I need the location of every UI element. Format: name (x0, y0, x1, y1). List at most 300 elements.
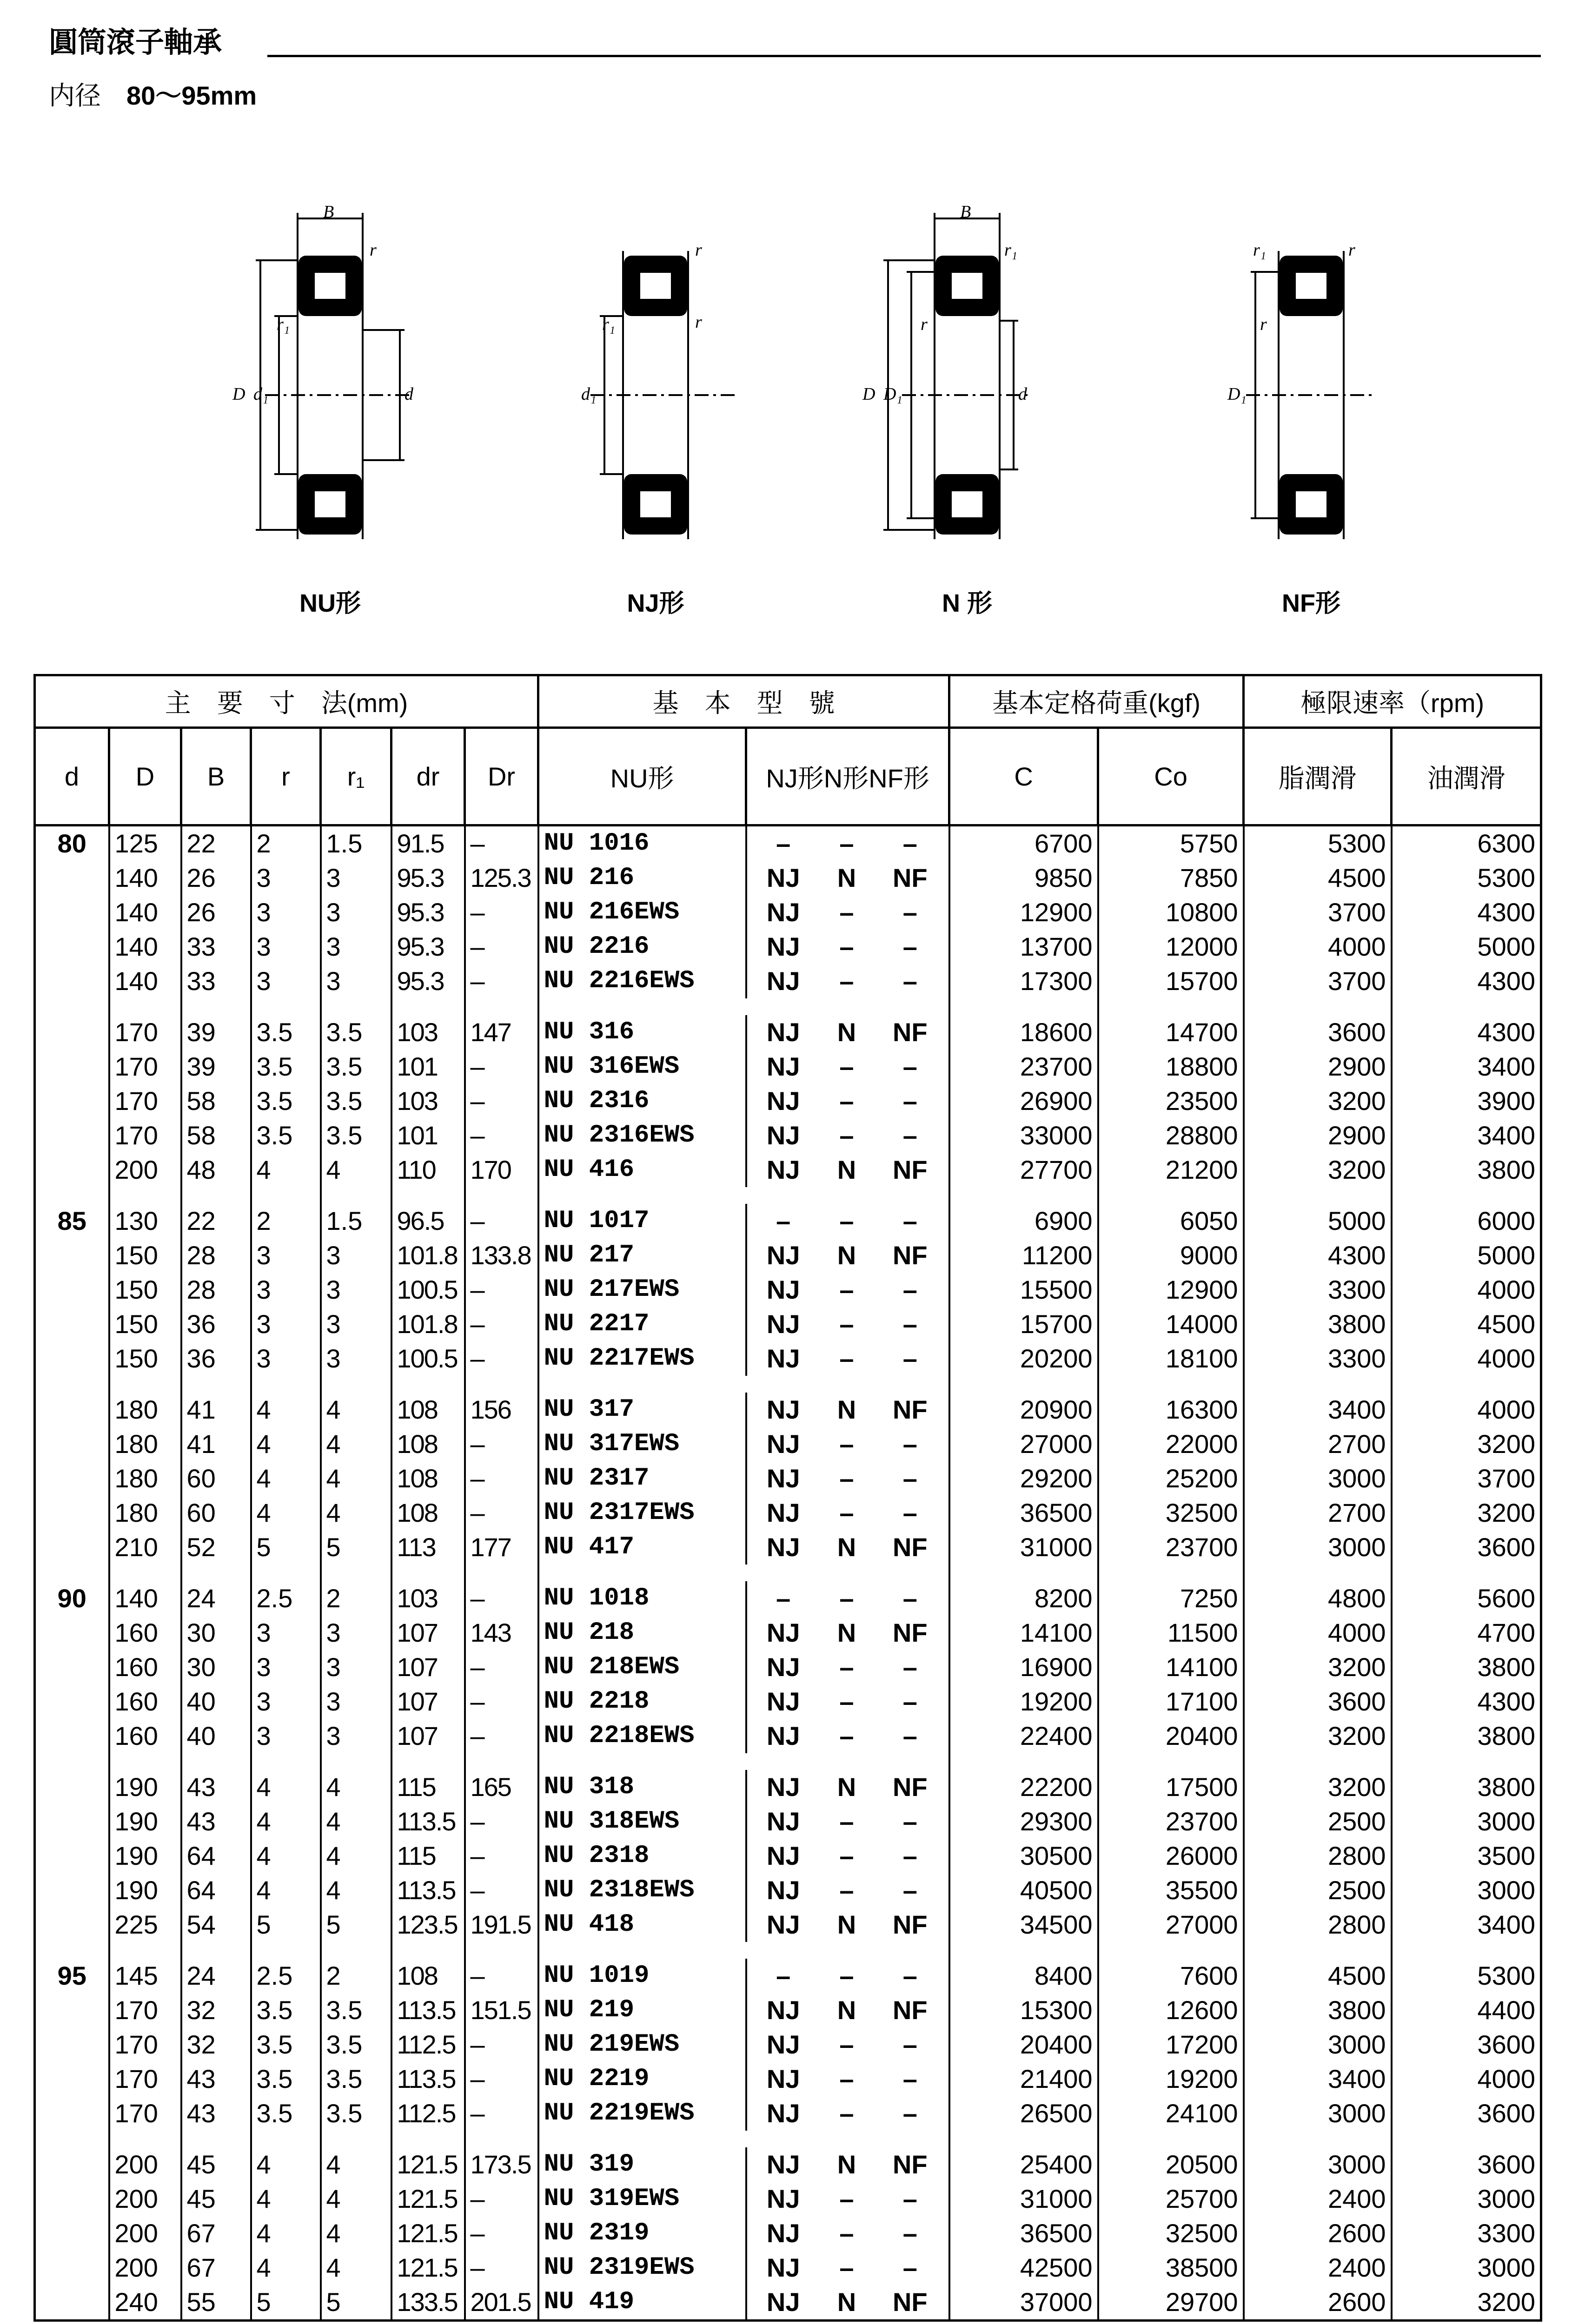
cell-nj-n-nf (746, 2027, 949, 2062)
cell-nj-type: NJ (766, 2150, 800, 2179)
cell-nj-type: NJ (766, 863, 800, 892)
cell-width-b: 60 (181, 1496, 251, 1530)
table-row (35, 1204, 1541, 1238)
cell-width-b: 33 (181, 964, 251, 998)
cell-r: 4 (251, 1461, 321, 1496)
cell-dr: 115 (391, 1839, 465, 1873)
table-row (35, 1530, 1541, 1565)
cell-grease-speed: 2900 (1244, 1118, 1392, 1153)
cell-dr-outer: 156 (465, 1393, 538, 1427)
cell-r: 4 (251, 1496, 321, 1530)
cell-co: 9000 (1098, 1238, 1244, 1273)
cell-r1: 3.5 (321, 1084, 391, 1118)
cell-grease-speed: 3300 (1244, 1341, 1392, 1376)
cell-nj-n-nf (746, 2251, 949, 2285)
label-r: r (695, 240, 702, 260)
table-row (35, 1770, 1541, 1804)
cell-d (35, 964, 109, 998)
cell-c: 31000 (949, 2182, 1098, 2216)
cell-dr: 101.8 (391, 1238, 465, 1273)
cell-r: 4 (251, 1839, 321, 1873)
cell-nj-type: NJ (766, 1687, 800, 1716)
cell-nf-type: – (902, 1807, 917, 1836)
cell-outer-d: 225 (109, 1908, 181, 1942)
cell-r: 4 (251, 2182, 321, 2216)
cell-outer-d: 200 (109, 2216, 181, 2251)
cell-r: 5 (251, 1908, 321, 1942)
cell-c: 14100 (949, 1616, 1098, 1650)
cell-dr-outer: 143 (465, 1616, 538, 1650)
cell-d (35, 930, 109, 964)
cell-outer-d: 190 (109, 1804, 181, 1839)
cell-nf-type: – (902, 1721, 917, 1750)
table-row (35, 1719, 1541, 1753)
cell-dr-outer: 191.5 (465, 1908, 538, 1942)
diagram-nj (479, 195, 832, 632)
cell-r1: 2 (321, 1581, 391, 1616)
cell-r1: 3 (321, 1684, 391, 1719)
cell-nj-n-nf (746, 1015, 949, 1050)
cell-width-b: 40 (181, 1719, 251, 1753)
cell-oil-speed: 4400 (1392, 1993, 1541, 2027)
cell-oil-speed: 3600 (1392, 1530, 1541, 1565)
cell-r: 3 (251, 861, 321, 895)
cell-c: 22200 (949, 1770, 1098, 1804)
table-row (35, 1118, 1541, 1153)
cell-nj-type: NJ (766, 1498, 800, 1527)
cell-c: 20900 (949, 1393, 1098, 1427)
cell-dr-outer: 133.8 (465, 1238, 538, 1273)
cell-nj-n-nf (746, 1204, 949, 1238)
cell-outer-d: 150 (109, 1341, 181, 1376)
cell-outer-d: 170 (109, 1118, 181, 1153)
cell-r1: 2 (321, 1959, 391, 1993)
cell-c: 29200 (949, 1461, 1098, 1496)
cell-r: 3.5 (251, 2062, 321, 2096)
cell-r1: 4 (321, 2182, 391, 2216)
cell-co: 35500 (1098, 1873, 1244, 1908)
cell-r: 4 (251, 2147, 321, 2182)
cell-width-b: 43 (181, 1770, 251, 1804)
cell-nj-n-nf (746, 2062, 949, 2096)
cell-nj-n-nf (746, 2096, 949, 2131)
table-row (35, 1273, 1541, 1307)
group-spacer (35, 1376, 1541, 1393)
cell-oil-speed: 3800 (1392, 1719, 1541, 1753)
cell-oil-speed: 3300 (1392, 2216, 1541, 2251)
cell-nj-type: – (776, 1206, 791, 1235)
cell-r: 3 (251, 1307, 321, 1341)
cell-n-type: – (839, 1841, 854, 1870)
cell-nj-type: NJ (766, 1721, 800, 1750)
cell-nj-type: NJ (766, 1086, 800, 1116)
cell-nf-type: – (902, 932, 917, 961)
cell-grease-speed: 5300 (1244, 825, 1392, 861)
cell-co: 18800 (1098, 1050, 1244, 1084)
cell-c: 22400 (949, 1719, 1098, 1753)
cell-outer-d: 200 (109, 2147, 181, 2182)
cell-grease-speed: 4500 (1244, 861, 1392, 895)
cell-nf-type: NF (892, 1910, 928, 1939)
table-row (35, 1153, 1541, 1187)
cell-dr-outer: – (465, 1118, 538, 1153)
cell-width-b: 33 (181, 930, 251, 964)
cell-r: 4 (251, 1873, 321, 1908)
cell-nj-n-nf (746, 1873, 949, 1908)
cell-grease-speed: 3400 (1244, 2062, 1392, 2096)
cell-nu-type: NU 1018 (538, 1581, 746, 1616)
cell-nf-type: NF (892, 1618, 928, 1647)
cell-dr: 113.5 (391, 1804, 465, 1839)
cell-oil-speed: 5000 (1392, 930, 1541, 964)
cell-r1: 4 (321, 1496, 391, 1530)
cell-c: 30500 (949, 1839, 1098, 1873)
cell-oil-speed: 4500 (1392, 1307, 1541, 1341)
cell-nj-n-nf (746, 1908, 949, 1942)
cell-oil-speed: 3800 (1392, 1650, 1541, 1684)
table-row (35, 2096, 1541, 2131)
cell-nj-type: NJ (766, 1772, 800, 1802)
cell-co: 32500 (1098, 1496, 1244, 1530)
cell-d (35, 1461, 109, 1496)
cell-dr-outer: – (465, 2216, 538, 2251)
label-d1: d₁ (581, 384, 597, 404)
group-load-rating: 基本定格荷重(kgf) (949, 675, 1244, 728)
col-r: r (251, 728, 321, 825)
cell-oil-speed: 6000 (1392, 1204, 1541, 1238)
cell-dr: 113.5 (391, 1873, 465, 1908)
cell-co: 23700 (1098, 1530, 1244, 1565)
cell-width-b: 26 (181, 895, 251, 930)
cell-nj-n-nf (746, 1427, 949, 1461)
cell-oil-speed: 5000 (1392, 1238, 1541, 1273)
cell-grease-speed: 3600 (1244, 1684, 1392, 1719)
cell-outer-d: 150 (109, 1238, 181, 1273)
cell-c: 15700 (949, 1307, 1098, 1341)
cell-nf-type: – (902, 1206, 917, 1235)
cell-r: 4 (251, 1770, 321, 1804)
cell-outer-d: 180 (109, 1496, 181, 1530)
cell-nf-type: NF (892, 1155, 928, 1184)
cell-r: 3.5 (251, 1050, 321, 1084)
cell-grease-speed: 2700 (1244, 1496, 1392, 1530)
cell-dr-outer: – (465, 895, 538, 930)
cell-n-type: N (837, 863, 856, 892)
cell-d (35, 1908, 109, 1942)
caption-nj: NJ形 (627, 589, 684, 617)
cell-nj-type: NJ (766, 1241, 800, 1270)
cell-co: 19200 (1098, 2062, 1244, 2096)
cell-n-type: – (839, 1687, 854, 1716)
cell-r: 3 (251, 1616, 321, 1650)
cell-dr-outer: – (465, 1719, 538, 1753)
cell-width-b: 43 (181, 2096, 251, 2131)
cell-r1: 4 (321, 1770, 391, 1804)
cell-nj-n-nf (746, 1650, 949, 1684)
cell-nu-type: NU 2318 (538, 1839, 746, 1873)
cell-nu-type: NU 2217 (538, 1307, 746, 1341)
cell-r1: 3.5 (321, 1118, 391, 1153)
cell-c: 20400 (949, 2027, 1098, 2062)
cell-outer-d: 140 (109, 895, 181, 930)
cell-grease-speed: 3200 (1244, 1650, 1392, 1684)
cell-c: 15300 (949, 1993, 1098, 2027)
cell-n-type: – (839, 1721, 854, 1750)
cell-outer-d: 210 (109, 1530, 181, 1565)
cell-grease-speed: 3200 (1244, 1084, 1392, 1118)
n-section-drawing (790, 195, 1144, 595)
cell-width-b: 41 (181, 1427, 251, 1461)
cell-dr: 100.5 (391, 1273, 465, 1307)
cell-d (35, 2147, 109, 2182)
cell-r: 3.5 (251, 1015, 321, 1050)
cell-n-type: – (839, 898, 854, 927)
cell-c: 13700 (949, 930, 1098, 964)
label-d1: d₁ (253, 384, 269, 404)
cell-r: 3 (251, 1341, 321, 1376)
cell-co: 20500 (1098, 2147, 1244, 2182)
cell-dr: 123.5 (391, 1908, 465, 1942)
cell-nj-n-nf (746, 1581, 949, 1616)
cell-oil-speed: 4000 (1392, 2062, 1541, 2096)
table-header (35, 675, 1541, 825)
cell-d: 85 (35, 1204, 109, 1238)
cell-dr: 103 (391, 1581, 465, 1616)
col-width-b: B (181, 728, 251, 825)
cell-n-type: N (837, 1241, 856, 1270)
cell-grease-speed: 2800 (1244, 1839, 1392, 1873)
cell-grease-speed: 2500 (1244, 1873, 1392, 1908)
cell-width-b: 28 (181, 1238, 251, 1273)
cell-d (35, 1015, 109, 1050)
cell-nu-type: NU 2316 (538, 1084, 746, 1118)
cell-nf-type: NF (892, 2150, 928, 2179)
cell-nu-type: NU 218 (538, 1616, 746, 1650)
nj-section-drawing (479, 195, 832, 595)
cell-r1: 3.5 (321, 1015, 391, 1050)
cell-outer-d: 140 (109, 1581, 181, 1616)
label-b: B (323, 202, 334, 222)
cell-oil-speed: 4300 (1392, 895, 1541, 930)
cell-r: 3.5 (251, 1084, 321, 1118)
table-row (35, 2062, 1541, 2096)
cell-oil-speed: 3600 (1392, 2147, 1541, 2182)
cell-c: 17300 (949, 964, 1098, 998)
table-row (35, 930, 1541, 964)
cell-nu-type: NU 418 (538, 1908, 746, 1942)
cell-n-type: – (839, 2064, 854, 2093)
cell-oil-speed: 4000 (1392, 1393, 1541, 1427)
group-main-dimensions: 主 要 寸 法(mm) (35, 675, 538, 728)
cell-nj-type: NJ (766, 2287, 800, 2317)
cell-nj-type: NJ (766, 2184, 800, 2213)
cell-width-b: 64 (181, 1839, 251, 1873)
cell-grease-speed: 2700 (1244, 1427, 1392, 1461)
cell-co: 29700 (1098, 2285, 1244, 2321)
cell-grease-speed: 4300 (1244, 1238, 1392, 1273)
cell-d (35, 1804, 109, 1839)
cell-c: 34500 (949, 1908, 1098, 1942)
cell-dr-outer: – (465, 1496, 538, 1530)
cell-nf-type: – (902, 1584, 917, 1613)
diagram-n (790, 195, 1144, 632)
cell-nu-type: NU 316EWS (538, 1050, 746, 1084)
cell-nj-type: NJ (766, 2064, 800, 2093)
cell-oil-speed: 3000 (1392, 2251, 1541, 2285)
cell-c: 6900 (949, 1204, 1098, 1238)
cell-r1: 3.5 (321, 2096, 391, 2131)
cell-nj-n-nf (746, 2182, 949, 2216)
cell-r1: 3 (321, 1650, 391, 1684)
cell-outer-d: 140 (109, 964, 181, 998)
cell-r1: 4 (321, 1393, 391, 1427)
cell-dr-outer: – (465, 964, 538, 998)
cell-width-b: 40 (181, 1684, 251, 1719)
label-r: r (1348, 240, 1355, 260)
cell-c: 23700 (949, 1050, 1098, 1084)
cell-nj-n-nf (746, 964, 949, 998)
label-d: d (405, 384, 413, 404)
cell-grease-speed: 3000 (1244, 1530, 1392, 1565)
cell-n-type: – (839, 1275, 854, 1304)
cell-r1: 4 (321, 2147, 391, 2182)
cell-dr: 101 (391, 1118, 465, 1153)
cell-outer-d: 170 (109, 2096, 181, 2131)
table-row (35, 1427, 1541, 1461)
cell-nu-type: NU 1019 (538, 1959, 746, 1993)
cell-dr: 121.5 (391, 2251, 465, 2285)
cell-outer-d: 190 (109, 1770, 181, 1804)
cell-n-type: – (839, 1498, 854, 1527)
cell-nu-type: NU 2219 (538, 2062, 746, 2096)
cell-outer-d: 145 (109, 1959, 181, 1993)
cell-d (35, 2251, 109, 2285)
cell-outer-d: 170 (109, 1993, 181, 2027)
cell-n-type: – (839, 1807, 854, 1836)
cell-co: 17500 (1098, 1770, 1244, 1804)
cell-dr-outer: – (465, 1959, 538, 1993)
cell-oil-speed: 3800 (1392, 1770, 1541, 1804)
table-row (35, 1959, 1541, 1993)
cell-c: 27000 (949, 1427, 1098, 1461)
cell-oil-speed: 3800 (1392, 1153, 1541, 1187)
cell-nj-n-nf (746, 1530, 949, 1565)
cell-nj-type: NJ (766, 1121, 800, 1150)
cell-nj-type: NJ (766, 1995, 800, 2025)
cell-r1: 4 (321, 1804, 391, 1839)
cell-n-type: – (839, 1961, 854, 1990)
group-spacer (35, 1942, 1541, 1959)
cell-grease-speed: 4000 (1244, 930, 1392, 964)
cell-nf-type: NF (892, 2287, 928, 2317)
cell-nj-n-nf (746, 1307, 949, 1341)
caption-nu: NU形 (299, 589, 361, 617)
cell-r1: 4 (321, 1461, 391, 1496)
cell-n-type: – (839, 1206, 854, 1235)
cell-n-type: N (837, 1532, 856, 1562)
cell-nf-type: – (902, 1121, 917, 1150)
cell-r: 4 (251, 1804, 321, 1839)
cell-d (35, 1684, 109, 1719)
cell-dr: 103 (391, 1084, 465, 1118)
cell-width-b: 32 (181, 1993, 251, 2027)
cell-c: 21400 (949, 2062, 1098, 2096)
cell-dr: 108 (391, 1461, 465, 1496)
cell-co: 28800 (1098, 1118, 1244, 1153)
cell-nu-type: NU 319EWS (538, 2182, 746, 2216)
cell-nu-type: NU 316 (538, 1015, 746, 1050)
cell-outer-d: 150 (109, 1273, 181, 1307)
cell-oil-speed: 3900 (1392, 1084, 1541, 1118)
table-row (35, 1050, 1541, 1084)
cell-nj-type: NJ (766, 1052, 800, 1081)
cell-n-type: – (839, 1429, 854, 1459)
cell-dr-outer: – (465, 930, 538, 964)
cell-dr-outer: – (465, 2027, 538, 2062)
cell-dr-outer: – (465, 1427, 538, 1461)
cell-nu-type: NU 317EWS (538, 1427, 746, 1461)
cell-dr: 108 (391, 1496, 465, 1530)
cell-width-b: 58 (181, 1084, 251, 1118)
cell-dr: 108 (391, 1393, 465, 1427)
cell-r: 3.5 (251, 2096, 321, 2131)
cell-d (35, 1153, 109, 1187)
cell-grease-speed: 2400 (1244, 2251, 1392, 2285)
cell-width-b: 28 (181, 1273, 251, 1307)
cell-grease-speed: 3800 (1244, 1993, 1392, 2027)
cell-r: 3 (251, 1238, 321, 1273)
cell-d (35, 1993, 109, 2027)
table-row (35, 964, 1541, 998)
cell-dr-outer: – (465, 1839, 538, 1873)
cell-dr: 113.5 (391, 1993, 465, 2027)
cell-nu-type: NU 2218 (538, 1684, 746, 1719)
cell-outer-d: 170 (109, 2062, 181, 2096)
table-row (35, 2251, 1541, 2285)
cell-nj-type: NJ (766, 932, 800, 961)
col-co: Co (1098, 728, 1244, 825)
cell-n-type: N (837, 2287, 856, 2317)
cell-oil-speed: 3500 (1392, 1839, 1541, 1873)
cell-width-b: 32 (181, 2027, 251, 2062)
cell-outer-d: 170 (109, 2027, 181, 2062)
cell-dr: 101.8 (391, 1307, 465, 1341)
cell-r1: 4 (321, 1839, 391, 1873)
cell-d (35, 2182, 109, 2216)
cell-r: 2.5 (251, 1959, 321, 1993)
cell-d (35, 2285, 109, 2321)
cell-outer-d: 180 (109, 1461, 181, 1496)
cell-d (35, 1616, 109, 1650)
cell-outer-d: 200 (109, 1153, 181, 1187)
cell-grease-speed: 4000 (1244, 1616, 1392, 1650)
cell-c: 36500 (949, 1496, 1098, 1530)
cell-nu-type: NU 217EWS (538, 1273, 746, 1307)
cell-r: 4 (251, 2251, 321, 2285)
cell-oil-speed: 3600 (1392, 2096, 1541, 2131)
cell-width-b: 22 (181, 1204, 251, 1238)
cell-c: 36500 (949, 2216, 1098, 2251)
cell-n-type: – (839, 1652, 854, 1682)
cell-nf-type: NF (892, 1772, 928, 1802)
cell-n-type: N (837, 1995, 856, 2025)
cell-dr: 107 (391, 1719, 465, 1753)
bearing-spec-table (33, 674, 1542, 2322)
cell-r: 2 (251, 825, 321, 861)
table-row (35, 2216, 1541, 2251)
cell-r1: 3 (321, 1238, 391, 1273)
cell-d (35, 1341, 109, 1376)
